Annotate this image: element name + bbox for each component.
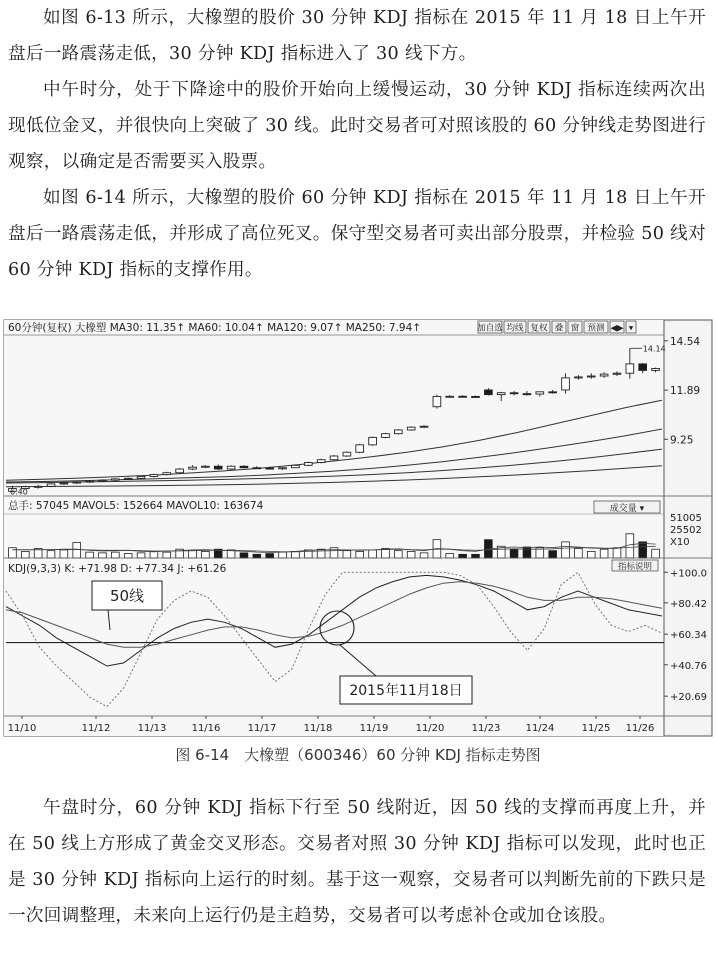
- volume-bar: [459, 554, 467, 558]
- paragraph-2: 中午时分，处于下降途中的股价开始向上缓慢运动，30 分钟 KDJ 指标连续两次出现低位金叉，并很快向上突破了 30 线。此时交易者可对照该股的 60 分钟线走势图进行观察，以确定是否需要买入股票。: [8, 80, 706, 172]
- candle-body: [214, 466, 222, 469]
- candle-body: [73, 482, 81, 483]
- volume-axis-tick-label: 51005: [670, 513, 702, 524]
- candle-body: [292, 465, 300, 467]
- candle-body: [562, 378, 570, 390]
- toolbar-button-label: 预测: [587, 323, 605, 334]
- volume-bar: [266, 554, 274, 558]
- x-axis-date-label: 11/25: [581, 723, 611, 734]
- x-axis-date-label: 11/18: [303, 723, 333, 734]
- x-axis-date-label: 11/19: [359, 723, 389, 734]
- kdj-axis-tick-label: +20.69: [670, 692, 708, 704]
- volume-bar: [600, 549, 608, 558]
- price-header-label: 60分钟(复权) 大橡塑 MA30: 11.35↑ MA60: 10.04↑ MA120: 9.07↑ MA250: 7.94↑: [8, 322, 422, 334]
- candle-body: [523, 394, 531, 395]
- volume-bar: [137, 553, 145, 558]
- candle-body: [369, 437, 377, 444]
- candle-body: [549, 392, 557, 393]
- volume-bar: [510, 549, 518, 558]
- x-axis-date-label: 11/24: [525, 723, 555, 734]
- price-axis-tick-label: 11.89: [670, 385, 701, 398]
- candle-body: [189, 467, 197, 469]
- candle-body: [433, 396, 441, 406]
- candle-body: [163, 473, 171, 475]
- toolbar-button-label: 均线: [506, 323, 524, 334]
- price-axis-tick-label: 14.54: [670, 335, 701, 348]
- volume-bar: [60, 550, 68, 558]
- paragraph-3: 如图 6-14 所示，大橡塑的股价 60 分钟 KDJ 指标在 2015 年 11 月 18 日上午开盘后一路震荡走低，并形成了高位死叉。保守型交易者可卖出部分股票，并检验 50 线对 60 分钟 KDJ 指标的支撑作用。: [8, 188, 706, 280]
- volume-bar: [163, 552, 171, 558]
- volume-bar: [253, 554, 261, 558]
- kdj-header-label: KDJ(9,3,3) K: +71.98 D: +77.34 J: +61.26: [8, 563, 227, 575]
- volume-bar: [639, 542, 647, 558]
- candle-body: [279, 468, 287, 469]
- candle-body: [394, 430, 402, 434]
- volume-bar: [575, 548, 583, 558]
- volume-axis-tick-label: X10: [670, 537, 690, 548]
- volume-bar: [292, 551, 300, 558]
- volume-bar: [472, 554, 480, 558]
- price-low-annotation: 6.40: [10, 487, 28, 497]
- x-axis-date-label: 11/16: [191, 723, 221, 734]
- candle-body: [227, 466, 235, 469]
- indicator-help-label: 指标说明: [617, 562, 653, 572]
- toolbar-button-label: ◀▶: [610, 323, 624, 334]
- candle-body: [536, 392, 544, 394]
- volume-bar: [587, 551, 595, 558]
- candle-body: [510, 393, 518, 394]
- candle-body: [459, 396, 467, 397]
- candle-body: [202, 466, 210, 467]
- candle-body: [330, 456, 338, 460]
- candle-body: [137, 476, 145, 478]
- price-high-annotation: 14.14: [642, 344, 666, 354]
- callout-50-line-label: 50线: [109, 587, 145, 605]
- candle-body: [575, 377, 583, 378]
- kdj-axis-tick-label: +60.34: [670, 630, 708, 642]
- candle-body: [484, 390, 492, 395]
- volume-bar: [202, 551, 210, 558]
- volume-bar: [47, 551, 55, 558]
- volume-bar: [124, 554, 132, 558]
- candle-body: [47, 484, 55, 486]
- candle-body: [407, 427, 415, 430]
- kdj-axis-tick-label: +40.76: [670, 660, 708, 672]
- x-axis-date-label: 11/17: [247, 723, 277, 734]
- volume-bar: [240, 553, 248, 558]
- volume-dropdown-label: 成交量 ▾: [609, 504, 645, 514]
- kdj-axis-tick-label: +100.0: [670, 568, 708, 580]
- candle-body: [446, 396, 454, 397]
- price-axis-tick-label: 9.25: [670, 434, 694, 447]
- x-axis-date-label: 11/26: [625, 723, 655, 734]
- volume-bar: [86, 552, 94, 558]
- candle-body: [111, 479, 119, 480]
- volume-bar: [189, 551, 197, 558]
- candle-body: [124, 478, 132, 479]
- volume-bar: [652, 549, 660, 558]
- volume-header-label: 总手: 57045 MAVOL5: 152664 MAVOL10: 163674: [8, 500, 264, 512]
- candle-body: [176, 469, 184, 473]
- volume-axis-tick-label: 25502: [670, 525, 702, 536]
- candle-body: [382, 434, 390, 438]
- toolbar-button-label: 复权: [530, 323, 548, 334]
- paragraph-1: 如图 6-13 所示，大橡塑的股价 30 分钟 KDJ 指标在 2015 年 11 月 18 日上午开盘后一路震荡走低，30 分钟 KDJ 指标进入了 30 线下方。: [8, 8, 706, 64]
- candle-body: [34, 486, 42, 487]
- toolbar-button-label: 窗: [570, 323, 580, 334]
- volume-bar: [111, 552, 119, 558]
- volume-bar: [446, 554, 454, 558]
- candle-body: [86, 481, 94, 482]
- volume-bar: [99, 553, 107, 558]
- candle-body: [240, 466, 248, 467]
- candle-body: [343, 452, 351, 456]
- candle-body: [253, 468, 261, 469]
- candle-body: [472, 396, 480, 397]
- candle-body: [150, 475, 158, 477]
- volume-bar: [150, 551, 158, 558]
- candle-body: [304, 463, 312, 466]
- candle-body: [587, 376, 595, 377]
- volume-bar: [562, 542, 570, 558]
- candle-body: [613, 373, 621, 374]
- volume-bar: [407, 551, 415, 558]
- volume-bar: [549, 551, 557, 558]
- volume-bar: [369, 550, 377, 558]
- volume-bar: [420, 553, 428, 558]
- volume-bar: [73, 543, 81, 558]
- volume-bar: [613, 548, 621, 558]
- volume-bar: [356, 551, 364, 558]
- kdj-axis-tick-label: +80.42: [670, 598, 708, 610]
- paragraph-4: 午盘时分，60 分钟 KDJ 指标下行至 50 线附近，因 50 线的支撑而再度上升，并在 50 线上方形成了黄金交叉形态。交易者对照 30 分钟 KDJ 指标可以发现，此时也正是 30 分钟 KDJ 指标向上运行的时刻。基于这一观察，交易者可以判断先前的下跌只是一次回调整理，未来向上运行仍是主趋势，交易者可以考虑补仓或加仓该股。: [8, 798, 706, 926]
- candle-body: [600, 374, 608, 376]
- candle-body: [60, 483, 68, 484]
- candle-body: [356, 445, 364, 452]
- x-axis-date-label: 11/10: [7, 723, 37, 734]
- volume-bar: [343, 551, 351, 558]
- volume-bar: [523, 547, 531, 558]
- volume-bar: [394, 551, 402, 558]
- toolbar-button-label: ▾: [628, 323, 634, 334]
- candle-body: [497, 393, 505, 395]
- x-axis-date-label: 11/13: [137, 723, 167, 734]
- volume-bar: [317, 549, 325, 558]
- x-axis-date-label: 11/23: [471, 723, 501, 734]
- candle-body: [317, 460, 325, 463]
- callout-date-label: 2015年11月18日: [349, 683, 463, 699]
- candle-body: [652, 369, 660, 371]
- figure-caption: 图 6-14 大橡塑（600346）60 分钟 KDJ 指标走势图: [175, 746, 541, 764]
- candle-body: [420, 426, 428, 427]
- candle-body: [626, 364, 634, 373]
- toolbar-button-label: 叠: [554, 323, 564, 334]
- x-axis-date-label: 11/20: [415, 723, 445, 734]
- candle-body: [639, 364, 647, 371]
- volume-bar: [279, 552, 287, 558]
- candle-body: [99, 480, 107, 481]
- volume-bar: [21, 551, 29, 558]
- candle-body: [266, 468, 274, 469]
- x-axis-date-label: 11/12: [81, 723, 111, 734]
- toolbar-button-label: 加自选: [477, 323, 503, 334]
- kdj-chart-figure: [0, 318, 716, 738]
